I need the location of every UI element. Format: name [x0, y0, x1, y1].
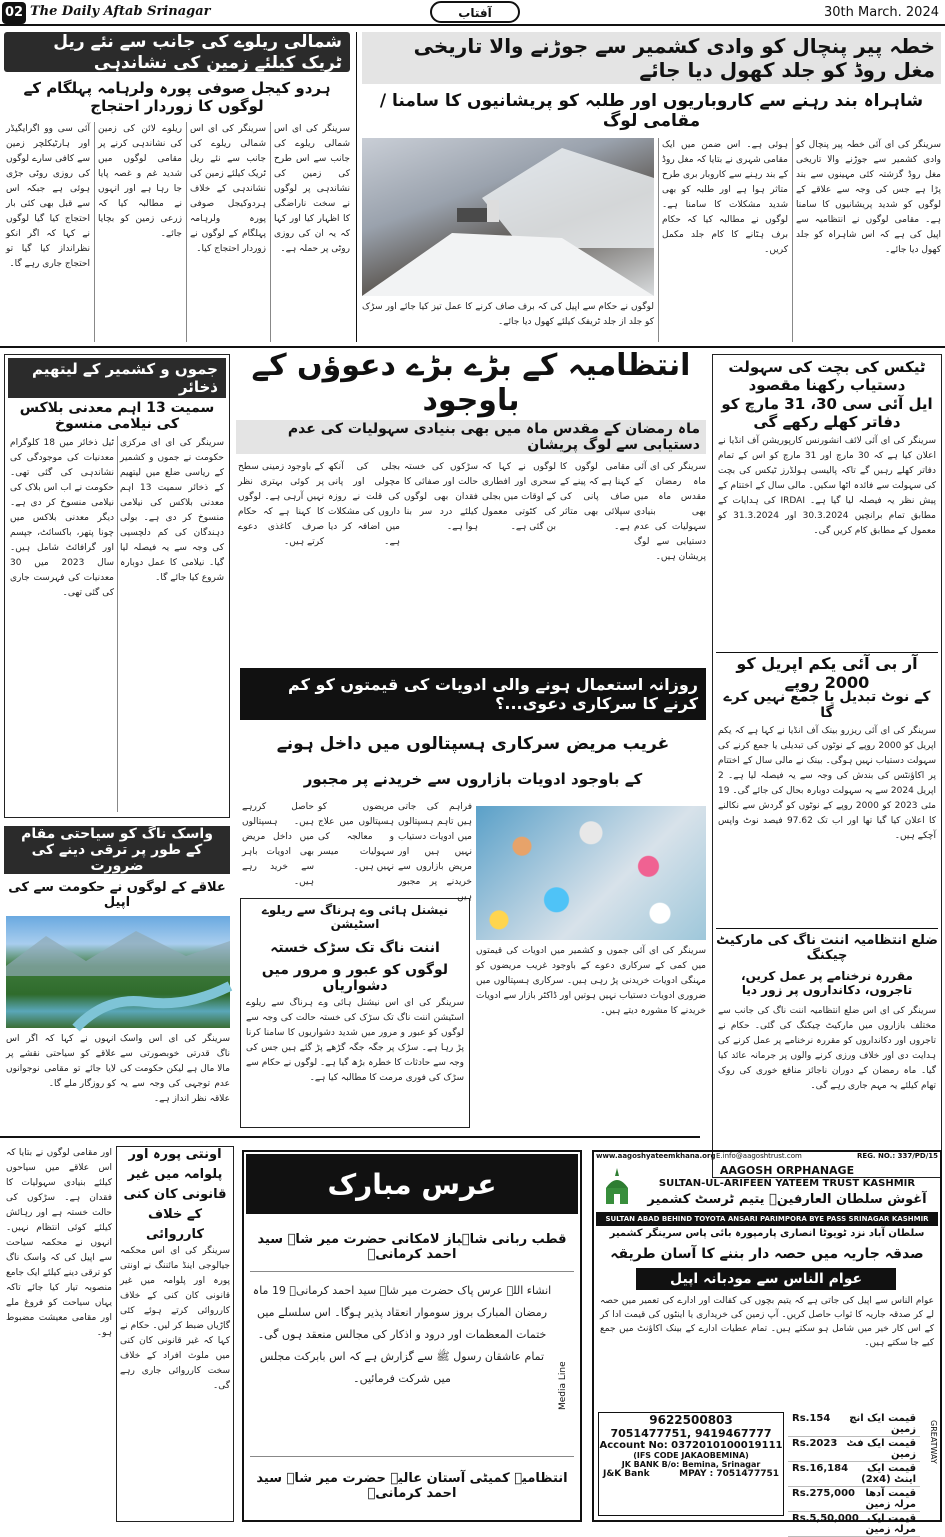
page-number: 02 [2, 2, 26, 24]
avantipora-headline: اونتی پورہ اور پلوامہ میں غیر قانونی کان کنی کے خلاف کارروائی [123, 1147, 227, 1242]
mughal-column-2: ہوئی ہے۔ اس ضمن میں ایک مقامی شہری نے بتایا کہ مغل روڈ کے بند رہنے سے کاروبار بری طرح متاثر ہوا ہے اور طلبہ کو بھی شدید مشکلات کا سامنا ہے۔ لوگوں نے مطالبہ کیا کہ حکام برف ہٹانے کا کام جلد مکمل کریں۔ [662, 140, 788, 255]
orphanage-address-en: SULTAN ABAD BEHIND TOYOTA ANSARI PARIMPORA BYE PASS SRINAGAR KASHMIR [596, 1212, 938, 1226]
mughal-photo-caption-text: لوگوں نے حکام سے اپیل کی کہ برف صاف کرنے کا عمل تیز کیا جائے اور سڑک کو جلد از جلد ٹریفک کیلئے کھول دیا جائے۔ [362, 302, 654, 327]
railway-column-3: سرینگر کی ای اس شمالی ریلوے کی جانب سے نئے ریل ٹریک کیلئے زمین کی نشاندہی کے خلاف ہردوکیجل صوفی پورہ ولرہامہ پہلگام کے لوگوں نے زوردار احتجاج کیا۔ [190, 124, 266, 254]
column-rule [270, 122, 271, 342]
highway-sub2: لوگوں کو عبور و مرور میں دشواریاں [261, 962, 449, 994]
price-row [788, 1412, 920, 1437]
column-rule [117, 436, 118, 812]
tax-headline: ٹیکس کی بچت کی سہولت دستیاب رکھنا مقصود [728, 358, 926, 394]
lithium-column-1: سرینگر کی ای ای مرکزی حکومت نے جموں و کشمیر کے ریاسی ضلع میں لیتھیم کے ذخائر سمیت 13 اہم معدنی بلاکس کی نیلامی منسوخ کر دی ہے۔ بولی دہندگان کی کم دلچسپی کی وجہ سے یہ فیصلہ لیا گیا۔ نیلامی کا عمل دوبارہ شروع کیا جائے گا۔ [120, 438, 224, 583]
highway-headline: نیشنل ہائی وے ہرناگ سے ریلوے اسٹیشن [261, 903, 449, 931]
price-row [788, 1487, 920, 1512]
railway-column-1: ﺁئی سی وو اگرایگیڈر اور ہارٹیکلچر زمین سے کافی سارے لوگوں کی روزی روٹی جڑی ہوئی ہے جبکہ اس سے قبل بھی کئی بار احتجاج کیا گیا لوگوں نے کہا کہ اگر انکو نظرانداز کیا گیا تو احتجاج جاری رہے گا۔ [6, 124, 90, 269]
lithium-header: جموں و کشمیر کے لیتھیم ذخائر [8, 358, 226, 398]
wasak-headline: واسک ناگ کو سیاحتی مقام کے طور پر ترقی دینے کی ضرورت [4, 826, 230, 874]
market-subheadline: مقررہ نرخنامے پر عمل کریں، تاجروں، دکانداروں پر زور دیا [741, 969, 913, 997]
snow-road-photo [362, 138, 654, 296]
horizontal-rule [0, 1136, 700, 1138]
medicine-column-2: مریضوں کو ہسپتالوں میں علاج و معالجہ کی سہولیات میسر نہیں ہیں۔ [318, 802, 394, 872]
urs-subtitle: قطب ربانی شاہباز لامکانی حضرت میر شاہ سید احمد کرمانیؒ [250, 1222, 574, 1272]
column-rule [658, 138, 659, 342]
medicine-column-1: فراہم کی جاتی ہیں تاہم ہسپتالوں میں ادویات دستیاب نہیں ہیں اور مریض بازاروں سے خریدنے پر مجبور ہیں۔ [398, 802, 472, 902]
orphanage-slogan: صدقہ جاریہ میں حصہ دار بننے کا آسان طریقہ [610, 1246, 924, 1262]
medicine-headline: روزانہ استعمال ہونے والی ادویات کی قیمتوں کو کم کرنے کا سرکاری دعوی...؟ [240, 668, 706, 720]
orphanage-body: عوام الناس سے اپیل کی جاتی ہے کہ یتیم بچوں کی کفالت اور ادارے کی تعمیر میں حصہ لے کر صدقہ جاریہ کا ثواب حاصل کریں۔ آپ زمین کی خریداری یا اینٹوں کی قیمت ادا کر کے اس کار خیر میں شامل ہو سکتے ہیں۔ تمام عطیات ادارے کے بینک اکاؤنٹ میں جمع کیے جا سکتے ہیں۔ [600, 1296, 934, 1348]
phone-2[interactable]: 7051477751, 9419467777 [610, 1427, 772, 1440]
price-row [788, 1437, 920, 1462]
horizontal-rule [716, 652, 938, 653]
column-rule [94, 122, 95, 342]
urs-body: انشاء اللہ عرس پاک حضرت میر شاہ سید احمد کرمانیؒ 19 ماہ رمضان المبارک بروز سوموار انعقاد پذیر ہوگا۔ اس سلسلے میں ختمات المعظمات اور درود و اذکار کی مجالس منعقد ہوں گی۔ تمام عاشقان رسول ﷺ سے گزارش ہے کہ اس بابرکت مجلس میں شرکت فرمائیں۔ [252, 1284, 552, 1385]
medicine-sub2: کے باوجود ادویات بازاروں سے خریدنے پر مجبور [303, 770, 643, 788]
medicine-column-3: حاصل کررہے ہیں۔ ہسپتالوں میں داخل مریض بھی ادویات باہر سے خرید رہے ہیں۔ [242, 802, 314, 887]
railway-column-2: ریلوے لائن کی زمین کی نشاندہی کرنے پر مقامی لوگوں میں شدید غم و غصہ پایا جا رہا ہے اور انہوں نے مطالبہ کیا کہ زرعی زمین کو بچایا جائے۔ [98, 124, 182, 239]
admin-column-2: مقامی لوگوں کا کہنا ہے کہ پینے کے صاف پانی کی سپلائی بھی متاثر ہے۔ [560, 462, 630, 532]
tax-body: سرینگر کی ای آئی لائف انشورنس کارپوریشن آف انڈیا نے اعلان کیا ہے کہ 30 مارچ اور 31 مارچ کو اس کے تمام دفاتر کھلے رہیں گے تاکہ پالیسی ہولڈرز ٹیکس کی بچت کی سہولت سے فائدہ اٹھا سکیں۔ مالی سال کے اختتام کے پیش نظر یہ فیصلہ لیا گیا ہے۔ IRDAI کی ہدایات کے مطابق تمام برانچیں 30.3.2024 اور 31.3.2024 کو معمول کے مطابق کام کریں گی۔ [718, 436, 937, 536]
orphanage-address-ur: سلطان آباد نزد ٹویوٹا انصاری پارمپورہ بائی پاس سرینگر کشمیر [609, 1228, 925, 1239]
orphanage-appeal: عوام الناس سے مودبانہ اپیل [636, 1268, 896, 1290]
medicine-continued: سرینگر کی ای آئی جموں و کشمیر میں ادویات کی قیمتوں میں کمی کے سرکاری دعوے کے باوجود غریب مریضوں کو مہنگی ادویات خریدنی پڑ رہی ہیں۔ سرکاری ہسپتالوں میں ضروری ادویات دستیاب نہیں ہوتیں اور ڈاکٹر بازار سے ادویات خریدنے کا مشورہ دیتے ہیں۔ [476, 946, 706, 1016]
rbi-subheadline: کے نوٹ تبدیل یا جمع نہیں کرے گا [723, 689, 931, 721]
phone-1[interactable]: 9622500803 [649, 1413, 733, 1427]
horizontal-rule [716, 928, 938, 929]
mughal-road-subheadline: شاہراہ بند رہنے سے کاروباریوں اور طلبہ کو پریشانیوں کا سامنا / مقامی لوگ [379, 90, 924, 131]
column-rule [792, 138, 793, 342]
urs-title: عرس مبارک [246, 1154, 578, 1214]
price-row [788, 1512, 920, 1537]
market-headline: ضلع انتظامیہ اننت ناگ کی مارکیٹ چیکنگ [716, 933, 938, 963]
railway-subheadline: ہردو کیجل صوفی پورہ ولرہامہ پہلگام کے لوگوں کا زوردار احتجاج [23, 79, 331, 115]
medicine-sub1: غریب مریض سرکاری ہسپتالوں میں داخل ہونے [276, 733, 670, 754]
paper-logo: آفتاب [430, 1, 520, 23]
avantipora-body: سرینگر کی ای اس محکمہ جیالوجی اینڈ مائننگ نے اونتی پورہ اور پلوامہ میں غیر قانونی کان کنی کے خلاف کارروائی کرتے ہوئے کئی گاڑیاں ضبط کر لیں۔ حکام نے کہا کہ غیر قانونی کان کنی میں ملوث افراد کے خلاف سخت کارروائی جاری رہے گی۔ [120, 1246, 230, 1391]
price-label: قیمت ایک اینٹ (2x4) [861, 1463, 916, 1485]
price-label: قیمت ایک مرلہ زمین [865, 1513, 916, 1535]
rbi-body: سرینگر کی ای آئی ریزرو بینک آف انڈیا نے کہا ہے کہ یکم اپریل کو 2000 روپے کے نوٹوں کی تبدیلی یا جمع کرنے کی سہولت دستیاب نہیں ہوگی۔ بینک نے مالی سال کے اختتام پر اکاؤنٹس کی بندش کی وجہ سے یہ فیصلہ لیا ہے۔ 2 اپریل 2024 سے یہ سہولت دوبارہ بحال کی جائے گی۔ 19 مئی 2023 کو 2000 روپے کے نوٹوں کو گردش سے نکالنے کا اعلان کیا گیا تھا اور اب تک 97.62 فیصد نوٹ واپس آچکے ہیں۔ [718, 726, 937, 841]
urs-footer: انتظامیہ کمیٹی آستان عالیہ حضرت میر شاہ سید احمد کرمانیؒ [250, 1456, 574, 1514]
mosque-icon [602, 1166, 632, 1206]
wasak-column-1: سرینگر کی ای اس واسک ناگ قدرتی خوبصورتی سے مالا مال ہے لیکن حکومت کی عدم توجہی کی وجہ سے یہ علاقہ نظر انداز ہے۔ [120, 1034, 230, 1104]
highway-body: سرینگر کی ای اس نیشنل ہائی وے ہرناگ سے ریلوے اسٹیشن اننت ناگ تک سڑک کی خستہ حالت کی وجہ سے لوگوں کو عبور و مرور میں شدید دشواریوں کا سامنا کرنا پڑ رہا ہے۔ سڑک پر جگہ جگہ گڑھے پڑ گئے ہیں جس کی وجہ سے حادثات کا خطرہ بڑھ گیا ہے۔ لوگوں نے حکام سے سڑک کی فوری مرمت کا مطالبہ کیا ہے۔ [246, 998, 464, 1083]
price-value: Rs.16,184 [792, 1463, 849, 1474]
admin-subheadline: ماہ رمضان کے مقدس ماہ میں بھی بنیادی سہولیات کی عدم دستیابی سے لوگ پریشان [236, 420, 706, 454]
admin-column-4: سڑکوں کی خستہ حالت اور صفائی کا فقدان بھی لوگوں کیلئے درد سر بنا ہوا ہے۔ [404, 462, 478, 532]
wasak-column-2: انہوں نے کہا کہ اگر اس علاقے کو سیاحتی نقشے پر لایا جائے تو مقامی نوجوانوں کو روزگار ملے گا۔ [6, 1034, 116, 1089]
price-label: قیمت آدھا مرلہ زمین [865, 1488, 916, 1510]
price-row [788, 1462, 920, 1487]
railway-headline: شمالی ریلوے کی جانب سے نئے ریل ٹریک کیلئے زمین کی نشاندہی [4, 32, 350, 72]
orphanage-contact-box [598, 1412, 784, 1516]
urs-side-label: Media Line [558, 1361, 568, 1410]
admin-column-3: لوگوں نے کہا کہ سحری اور افطاری کے اوقات میں بجلی کی کٹوتی معمول بن گئی ہے۔ [482, 462, 556, 532]
orphanage-reg-no: REG. NO.: 337/PD/15 [857, 1152, 938, 1160]
orphanage-email[interactable]: E.info@aagoshtrust.com [716, 1152, 802, 1160]
mpay-number[interactable]: MPAY : 7051477751 [679, 1469, 779, 1479]
price-list [788, 1412, 920, 1535]
orphanage-name-en-2: SULTAN-UL-ARIFEEN YATEEM TRUST KASHMIR [658, 1178, 916, 1189]
wasak-subheadline: علاقے کے لوگوں نے حکومت سے کی اپیل [8, 880, 226, 910]
price-label: قیمت ایک فٹ زمین [846, 1438, 916, 1460]
ifsc-code: (IFS CODE JAKAOBEMINA) [633, 1451, 749, 1460]
price-value: Rs.2023 [792, 1438, 838, 1449]
price-value: Rs.275,000 [792, 1488, 855, 1499]
issue-date: 30th March. 2024 [824, 5, 939, 20]
masthead [0, 0, 945, 26]
column-rule [186, 122, 187, 342]
admin-column-1: سرینگر کی ای آئی ماہ رمضان کے مقدس ماہ میں بھی بنیادی سہولیات کی عدم دستیابی سے لوگ پریشان ہیں۔ [634, 462, 706, 562]
orphanage-website[interactable]: www.aagoshyateemkhana.org [596, 1152, 716, 1160]
highway-sub1: اننت ناگ تک سڑک خستہ [270, 940, 440, 956]
paper-name: The Daily Aftab Srinagar [30, 4, 211, 19]
market-body: سرینگر کی ای اس ضلع انتظامیہ اننت ناگ کی جانب سے مختلف بازاروں میں مارکیٹ چیکنگ کی گئی۔ حکام نے تاجروں اور دکانداروں کو مقررہ نرخنامے پر عمل کرنے کی ہدایت دی اور خلاف ورزی کرنے والوں پر جرمانہ عائد کیا گیا۔ ماہ رمضان کے دوران ناجائز منافع خوری کی روک تھام کیلئے یہ مہم جاری رہے گی۔ [718, 1006, 936, 1091]
valley-photo [6, 916, 230, 1028]
admin-column-6: کے باوجود زمینی سطح پر کوئی بہتری نظر نہیں آرہی ہے۔ لوگوں کا کہنا ہے کہ حکام صرف کاغذی دعوے کرتے ہیں۔ [238, 462, 324, 547]
admin-headline: انتظامیہ کے بڑے بڑے دعوؤں کے باوجود [251, 348, 691, 418]
orphanage-side-label: GREATWAY [929, 1420, 938, 1464]
bank-logo: J&K Bank [603, 1469, 650, 1479]
admin-column-5: بجلی کی آنکھ مچولی اور پانی کی قلت نے روزہ داروں کی مشکلات میں اضافہ کر دیا ہے۔ [328, 462, 400, 547]
orphanage-name-en-1: AAGOSH ORPHANAGE [719, 1164, 855, 1177]
tax-subheadline: ایل آئی سی 30، 31 مارچ کو دفاتر کھلے رکھے گی [721, 395, 933, 431]
section-divider [356, 32, 357, 342]
rbi-headline: آر بی آئی یکم اپریل کو 2000 روپے [736, 654, 918, 692]
pills-photo [476, 806, 706, 940]
railway-column-4: سرینگر کی ای اس شمالی ریلوے کی جانب سے اس طرح کی زمین کی نشاندہی پر لوگوں نے سخت ناراضگی کا اظہار کیا اور کہا کہ یہ ان کی روزی روٹی پر حملہ ہے۔ [274, 124, 350, 254]
bank-branch: JK BANK B/o: Bemina, Srinagar [621, 1460, 761, 1469]
left-bottom-column: اور مقامی لوگوں نے بتایا کہ اس علاقے میں سیاحوں کیلئے بنیادی سہولیات کا فقدان ہے۔ سڑکوں کی حالت خستہ ہے اور رہائش کیلئے کوئی انتظام نہیں۔ انہوں نے محکمہ سیاحت سے اپیل کی کہ واسک ناگ کو ترقی دینے کیلئے ایک جامع منصوبہ تیار کیا جائے تاکہ یہاں سیاحت کو فروغ ملے اور مقامی معیشت مضبوط ہو۔ [6, 1148, 112, 1338]
lithium-headline: سمیت 13 اہم معدنی بلاکس کی نیلامی منسوخ [19, 400, 215, 432]
orphanage-name-ur: آغوش سلطان العارفینؒ یتیم ٹرسٹ کشمیر [647, 1192, 927, 1207]
mughal-road-headline: خطہ پیر پنچال کو وادی کشمیر سے جوڑنے والا تاریخی مغل روڈ کو جلد کھول دیا جائے [362, 32, 941, 84]
mughal-column-1: سرینگر کی ای آئی خطہ پیر پنچال کو وادی کشمیر سے جوڑنے والا تاریخی مغل روڈ گزشتہ کئی مہینوں سے بند پڑا ہے جس کی وجہ سے علاقے کے لوگوں کو شدید پریشانیوں کا سامنا ہے۔ مقامی لوگوں نے انتظامیہ سے اپیل کی ہے کہ اس شاہراہ کو جلد کھول دیا جائے۔ [796, 140, 941, 255]
lithium-column-2: ٹیل ذخائر میں 18 کلوگرام معدنیات کی موجودگی کی نشاندہی کی گئی تھی۔ حکومت نے اب اس بلاک کی نیلامی منسوخ کر دی ہے۔ دیگر معدنی بلاکس میں چونا پتھر، باکسائٹ، جپسم اور گرافائٹ شامل ہیں۔ سال 2023 میں 30 معدنیات کی فہرست جاری کی گئی تھی۔ [10, 438, 115, 598]
account-number: Account No: 0372010100019111 [599, 1440, 783, 1451]
price-value: Rs.5,50,000 [792, 1513, 859, 1524]
price-value: Rs.154 [792, 1413, 831, 1424]
price-label: قیمت ایک انچ زمین [849, 1413, 916, 1435]
